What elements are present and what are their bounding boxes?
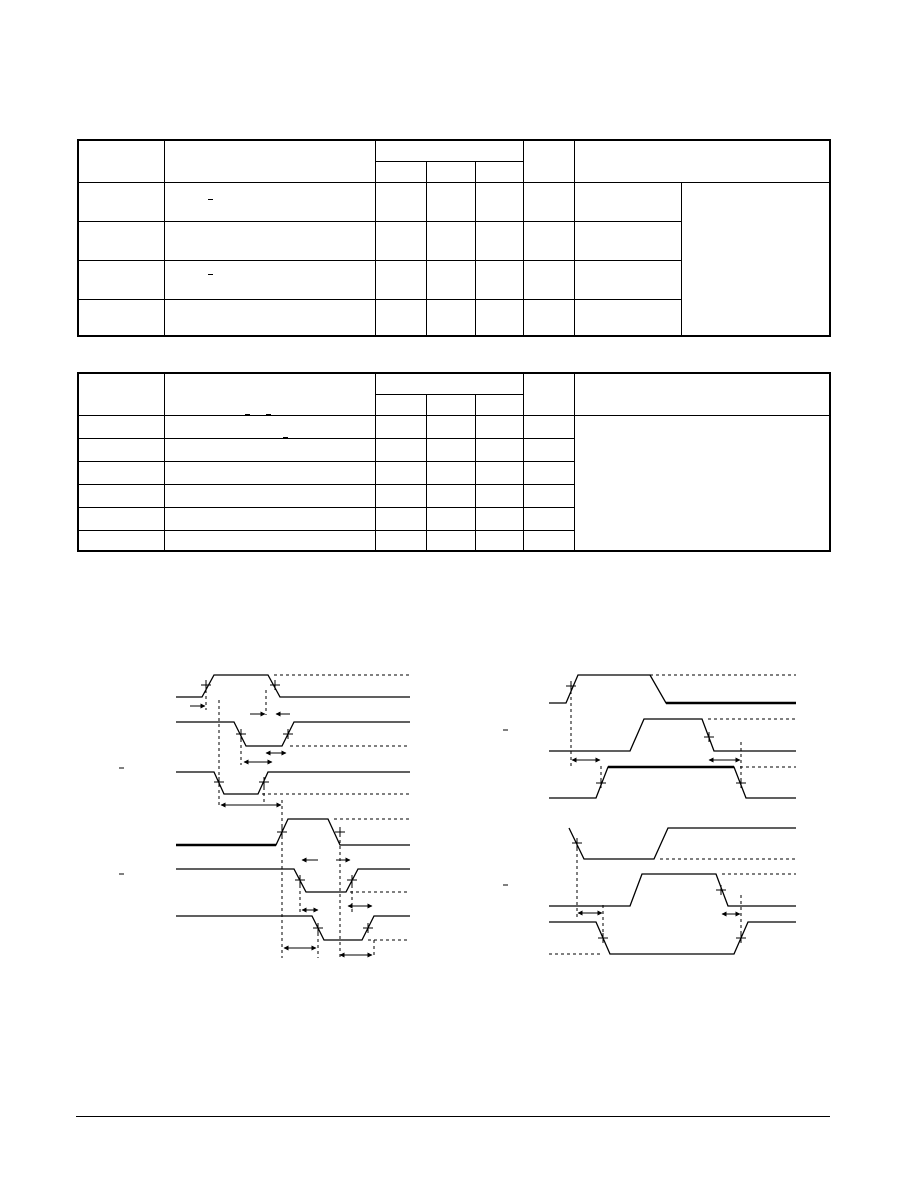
waveform-4 bbox=[176, 819, 410, 845]
footer-rule bbox=[76, 1116, 830, 1117]
waveform-8 bbox=[549, 719, 796, 751]
waveform-1 bbox=[176, 675, 410, 697]
waveform-10 bbox=[569, 828, 796, 859]
waveform-9 bbox=[549, 767, 796, 798]
waveform-5 bbox=[176, 869, 410, 892]
waveform-11 bbox=[549, 874, 796, 906]
waveform-6 bbox=[176, 916, 410, 940]
waveform-3 bbox=[176, 772, 410, 794]
right-timing-diagram bbox=[503, 675, 796, 954]
waveform-7 bbox=[549, 675, 796, 703]
waveform-12 bbox=[549, 922, 796, 954]
left-timing-diagram bbox=[119, 675, 410, 958]
